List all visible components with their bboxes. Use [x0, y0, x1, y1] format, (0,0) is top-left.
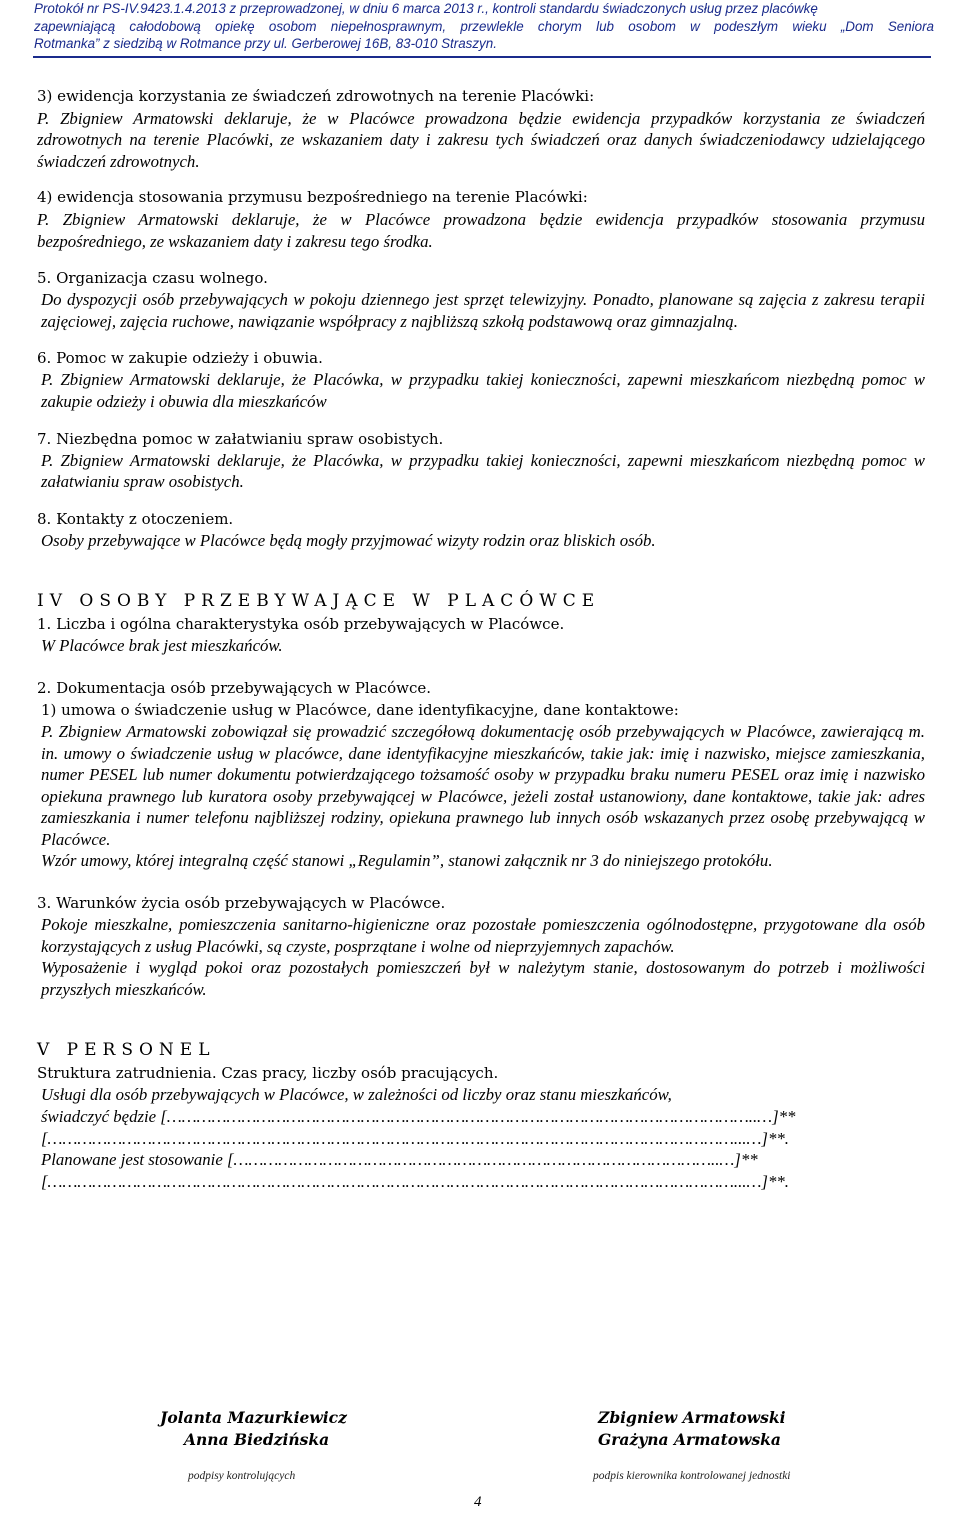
section-5-heading [37, 267, 925, 289]
section-6-text: P. Zbigniew Armatowski deklaruje, że Placówka, w przypadku takiej konieczności, zapewni mieszkańcom niezbędną pomoc w zakupie odzieży i obuwia dla mieszkańców [41, 370, 925, 411]
signature-right-name-2: Grażyna Armatowska [598, 1430, 781, 1449]
section-iv-3-text-2: Wyposażenie i wygląd pokoi oraz pozostałych pomieszczeń był w należytym stanie, dostosowanym do potrzeb i możliwości przyszłych mieszkańców. [41, 958, 925, 999]
section-iv-2-heading [37, 677, 925, 699]
section-8-title: Kontakty z otoczeniem. [56, 509, 234, 528]
section-v-line-4: Planowane jest stosowanie [……………………………………………………………………………………..…]** [41, 1150, 758, 1170]
section-iv-1-title: Liczba i ogólna charakterystyka osób przebywających w Placówce. [56, 615, 565, 634]
item-4-text: P. Zbigniew Armatowski deklaruje, że w Placówce prowadzona będzie ewidencja przypadków stosowania przymusu bezpośredniego, ze wskazaniem daty i zakresu tego środka. [37, 209, 925, 251]
section-5-text: Do dyspozycji osób przebywających w pokoju dziennego jest sprzęt telewizyjny. Ponadto, planowane są zajęcia z zakresu terapii zajęciowej, zajęcia ruchowe, nawiązanie współpracy z najbliższą szkołą podstawową oraz gimnazjalną. [41, 290, 925, 331]
section-8-number: 8. [37, 509, 52, 528]
signature-right [598, 1407, 785, 1451]
section-7-number: 7. [37, 429, 52, 448]
section-iv-3-title: Warunków życia osób przebywających w Placówce. [56, 894, 446, 913]
section-iv-1-text: W Placówce brak jest mieszkańców. [41, 636, 283, 656]
section-iv-title: IV OSOBY PRZEBYWAJĄCE W PLACÓWCE [37, 591, 601, 612]
signature-left-name-2: Anna Biedzińska [184, 1430, 330, 1449]
item-3-text: P. Zbigniew Armatowski deklaruje, że w Placówce prowadzona będzie ewidencja przypadków korzystania ze świadczeń zdrowotnych na terenie Placówki, ze wskazaniem daty i zakresu tych świadczeń oraz danych świadczeniodawcy udzielającego świadczeń zdrowotnych. [37, 108, 925, 171]
section-iv-1-number: 1. [37, 615, 52, 634]
signature-left-name-1: Jolanta Mazurkiewicz [160, 1408, 347, 1427]
header-divider [33, 56, 931, 58]
header-line-3: Rotmanka” z siedzibą w Rotmance przy ul. Gerberowej 16B, 83-010 Straszyn. [34, 36, 497, 51]
section-6-number: 6. [37, 349, 52, 368]
section-7-title: Niezbędna pomoc w załatwianiu spraw osobistych. [56, 429, 444, 448]
page-number: 4 [474, 1494, 482, 1510]
section-8-text: Osoby przebywające w Placówce będą mogły przyjmować wizyty rodzin oraz bliskich osób. [41, 530, 656, 550]
section-7-text: P. Zbigniew Armatowski deklaruje, że Placówka, w przypadku takiej konieczności, zapewni mieszkańcom niezbędną pomoc w załatwianiu spraw osobistych. [41, 450, 925, 492]
section-iv-3-number: 3. [37, 894, 52, 913]
section-iv-2-text-2: Wzór umowy, której integralną część stanowi „Regulamin”, stanowi załącznik nr 3 do niniejszego protokółu. [41, 851, 773, 871]
signature-right-caption: podpis kierownika kontrolowanej jednostki [593, 1470, 791, 1482]
section-iv-1-heading [37, 613, 925, 635]
section-v-line-3: […………………………………………………………………………………………………………………………...…]**. [41, 1128, 789, 1148]
signature-left-caption: podpisy kontrolujących [188, 1470, 296, 1482]
section-6-heading [37, 347, 925, 369]
section-iv-2-subheading: 1) umowa o świadczenie usług w Placówce, dane identyfikacyjne, dane kontaktowe: [41, 700, 679, 719]
section-v-line-2: świadczyć będzie [………………………………………………………………………………………………………..…]** [41, 1107, 796, 1127]
section-8-heading [37, 508, 925, 530]
header-line-2: zapewniającą całodobową opiekę osobom niepełnosprawnym, przewlekle chorym lub osobom w podeszłym wieku „Dom Seniora [34, 18, 934, 34]
section-6-title: Pomoc w zakupie odzieży i obuwia. [56, 349, 323, 368]
section-iv-2-title: Dokumentacja osób przebywających w Placówce. [56, 678, 431, 697]
section-5-title: Organizacja czasu wolnego. [56, 269, 268, 288]
section-iv-3-heading [37, 892, 925, 914]
section-v-line-1: Usługi dla osób przebywających w Placówce, w zależności od liczby oraz stanu mieszkańców, [41, 1085, 672, 1105]
section-iv-3-text-1: Pokoje mieszkalne, pomieszczenia sanitarno-higieniczne oraz pozostałe pomieszczenia ogólnodostępne, przygotowane dla osób korzystających z usług Placówki, są czyste, posprzątane i wolne od nieprzyjemnych zapachów. [41, 915, 925, 956]
header-line-1: Protokół nr PS-IV.9423.1.4.2013 z przeprowadzonej, w dniu 6 marca 2013 r., kontroli standardu świadczonych usług przez placówkę [34, 1, 818, 16]
section-iv-2-number: 2. [37, 678, 52, 697]
section-iv-2-text-1: P. Zbigniew Armatowski zobowiązał się prowadzić szczegółową dokumentację osób przebywających w Placówce, zawierającą m. in. umowy o świadczenie usług w placówce, dane identyfikacyjne mieszkańców, takie jak: imię i nazwisko, miejsce zamieszkania, numer PESEL lub numer dokumentu potwierdzającego tożsamość osoby w przypadku braku numeru PESEL oraz imię i nazwisko opiekuna prawnego lub kuratora osoby przebywającej w Placówce, jeżeli został ustanowiony, dane kontaktowe, takie jak: adres zamieszkania i numer telefonu najbliższej rodziny, opiekuna prawnego lub innych osób wskazanych przez osobę przebywającą w Placówce. [41, 721, 925, 849]
page-body [37, 86, 925, 1192]
section-v-title: V PERSONEL [37, 1040, 216, 1061]
item-3-heading: 3) ewidencja korzystania ze świadczeń zdrowotnych na terenie Placówki: [37, 87, 595, 105]
signature-right-name-1: Zbigniew Armatowski [598, 1408, 786, 1427]
section-v-heading: Struktura zatrudnienia. Czas pracy, liczby osób pracujących. [37, 1064, 499, 1083]
section-v-line-5: […………………………………………………………………………………………………………………………...…]**. [41, 1171, 789, 1191]
document-header [34, 0, 934, 53]
section-7-heading [37, 428, 925, 450]
section-5-number: 5. [37, 269, 52, 288]
item-4-heading: 4) ewidencja stosowania przymusu bezpośredniego na terenie Placówki: [37, 188, 588, 207]
signature-left [160, 1407, 347, 1451]
